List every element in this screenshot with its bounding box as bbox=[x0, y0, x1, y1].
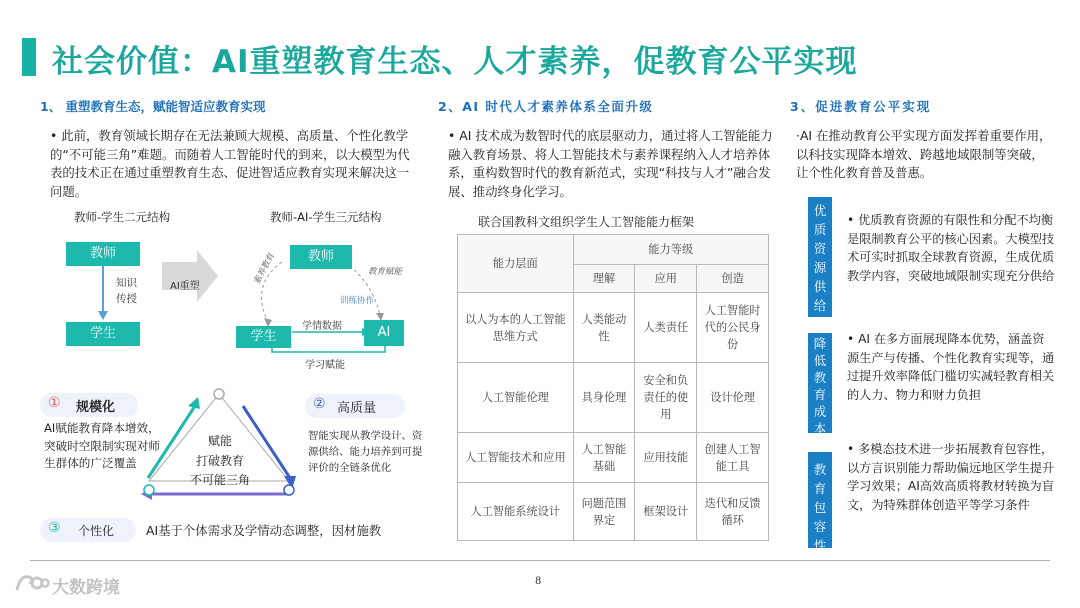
teacher-box: 教师 bbox=[66, 242, 140, 266]
quality-number: ② bbox=[313, 396, 326, 412]
page-title: 社会价值：AI重塑教育生态、人才素养，促教育公平实现 bbox=[52, 44, 858, 80]
section-3-paragraph: ·AI 在推动教育公平实现方面发挥着重要作用，以科技实现降本增效、跨越地域限制等突破，让个性化教育普及普惠。 bbox=[796, 128, 1052, 180]
table-cell: 人工智能伦理 bbox=[458, 363, 574, 433]
table-row bbox=[458, 363, 769, 433]
level-header: 能力等级 bbox=[573, 235, 768, 265]
resource-supply-text: • 优质教育资源的有限性和分配不均衡是限制教育公平的核心因素。大模型技术可实时抓取全球教育资源，生成优质教学内容，突破地域限制实现充分供给 bbox=[847, 213, 1055, 283]
table-cell: 设计伦理 bbox=[697, 363, 769, 433]
table-row bbox=[458, 293, 769, 363]
table-cell: 迭代和反馈循环 bbox=[697, 483, 769, 541]
table-cell: 具身伦理 bbox=[573, 363, 635, 433]
resource-supply-label: 优质资源供给 bbox=[808, 197, 832, 317]
inclusion-text: • 多模态技术进一步拓展教育包容性，以方言识别能力帮助偏远地区学生提升学习效果；AI高效高质将教材转换为盲文，为特殊群体创造平等学习条件 bbox=[847, 442, 1055, 512]
table-cell: 人类责任 bbox=[635, 293, 697, 363]
literacy-education-label: 素养教育 bbox=[252, 251, 278, 286]
table-row bbox=[458, 433, 769, 483]
ai-reshape-label: AI重塑 bbox=[170, 281, 200, 292]
triangle-center-text: 赋能 bbox=[207, 434, 232, 448]
triangle-center-text-2: 打破教育 不可能三角 bbox=[189, 454, 250, 487]
table-cell: 创建人工智能工具 bbox=[697, 433, 769, 483]
education-empower-label: 教育赋能 bbox=[368, 267, 403, 277]
training-collab-label: 训练协作 bbox=[340, 296, 375, 306]
dimension-header: 能力层面 bbox=[458, 235, 574, 293]
table-cell: 人工智能基础 bbox=[573, 433, 635, 483]
table-cell: 人工智能技术和应用 bbox=[458, 433, 574, 483]
table-cell: 以人为本的人工智能思维方式 bbox=[458, 293, 574, 363]
level-create: 创造 bbox=[697, 265, 769, 293]
table-cell: 框架设计 bbox=[635, 483, 697, 541]
learning-data-label: 学情数据 bbox=[302, 321, 342, 332]
knowledge-label: 知识 传授 bbox=[116, 277, 137, 305]
personal-description: AI基于个体需求及学情动态调整，因材施教 bbox=[146, 523, 382, 538]
level-understand: 理解 bbox=[573, 265, 635, 293]
brand-name: 大数跨境 bbox=[52, 578, 120, 598]
teacher-box-ternary: 教师 bbox=[290, 245, 352, 269]
scale-badge bbox=[40, 393, 138, 417]
section-heading-3: 3、促进教育公平实现 bbox=[790, 99, 932, 114]
student-box-ternary: 学生 bbox=[236, 326, 291, 348]
section-2-paragraph: • AI 技术成为数智时代的底层驱动力，通过将人工智能能力融入教育场景、将人工智能技术与素养课程纳入人才培养体系，重构数智时代的教育新范式，实现“科技与人才”融合发展、推动终身化学习。 bbox=[448, 128, 773, 199]
personal-number: ③ bbox=[48, 520, 61, 536]
section-heading-2: 2、AI 时代人才素养体系全面升级 bbox=[438, 99, 654, 114]
table-cell: 人工智能时代的公民身份 bbox=[697, 293, 769, 363]
quality-label: 高质量 bbox=[337, 401, 377, 416]
table-row bbox=[458, 483, 769, 541]
section-1-paragraph: • 此前，教育领域长期存在无法兼顾大规模、高质量、个性化教学的“不可能三角”难题。而随着人工智能时代的到来，以大模型为代表的技术正在通过重塑教育生态、促进智适应教育实现来解决这一问题。 bbox=[50, 128, 410, 199]
page-number: 8 bbox=[535, 576, 542, 587]
ai-competency-framework-table bbox=[457, 234, 769, 541]
scale-label: 规模化 bbox=[76, 400, 116, 415]
table-cell: 人工智能系统设计 bbox=[458, 483, 574, 541]
cost-reduction-text: • AI 在多方面展现降本优势，涵盖资源生产与传播、个性化教育实现等，通过提升效率降低门槛切实减轻教育相关的人力、物力和财力负担 bbox=[847, 332, 1055, 402]
table-title: 联合国教科文组织学生人工智能能力框架 bbox=[478, 215, 695, 229]
ternary-structure-title: 教师-AI-学生三元结构 bbox=[270, 210, 382, 224]
table-cell: 人类能动性 bbox=[573, 293, 635, 363]
personal-badge bbox=[40, 518, 136, 542]
footer-divider bbox=[30, 560, 1050, 561]
table-cell: 问题范围界定 bbox=[573, 483, 635, 541]
quality-description: 智能实现从教学设计、资源供给、能力培养到可提评价的全链条优化 bbox=[308, 430, 423, 474]
cost-reduction-label: 降低教育成本 bbox=[808, 333, 832, 433]
student-box: 学生 bbox=[66, 322, 140, 346]
scale-number: ① bbox=[48, 395, 61, 411]
inclusion-label: 教育包容性 bbox=[808, 452, 832, 548]
binary-structure-title: 教师-学生二元结构 bbox=[74, 210, 171, 224]
scale-description: AI赋能教育降本增效，突破时空限制实现对师生群体的广泛覆盖 bbox=[44, 421, 160, 470]
ai-box: AI bbox=[364, 320, 404, 346]
logo-icon bbox=[14, 572, 50, 596]
table-cell: 应用技能 bbox=[635, 433, 697, 483]
learning-empower-label: 学习赋能 bbox=[305, 360, 345, 371]
table-cell: 安全和负责任的使用 bbox=[635, 363, 697, 433]
quality-badge bbox=[305, 394, 405, 418]
personal-label: 个性化 bbox=[78, 524, 115, 538]
level-apply: 应用 bbox=[635, 265, 697, 293]
section-heading-1: 1、 重塑教育生态，赋能智适应教育实现 bbox=[40, 99, 266, 114]
